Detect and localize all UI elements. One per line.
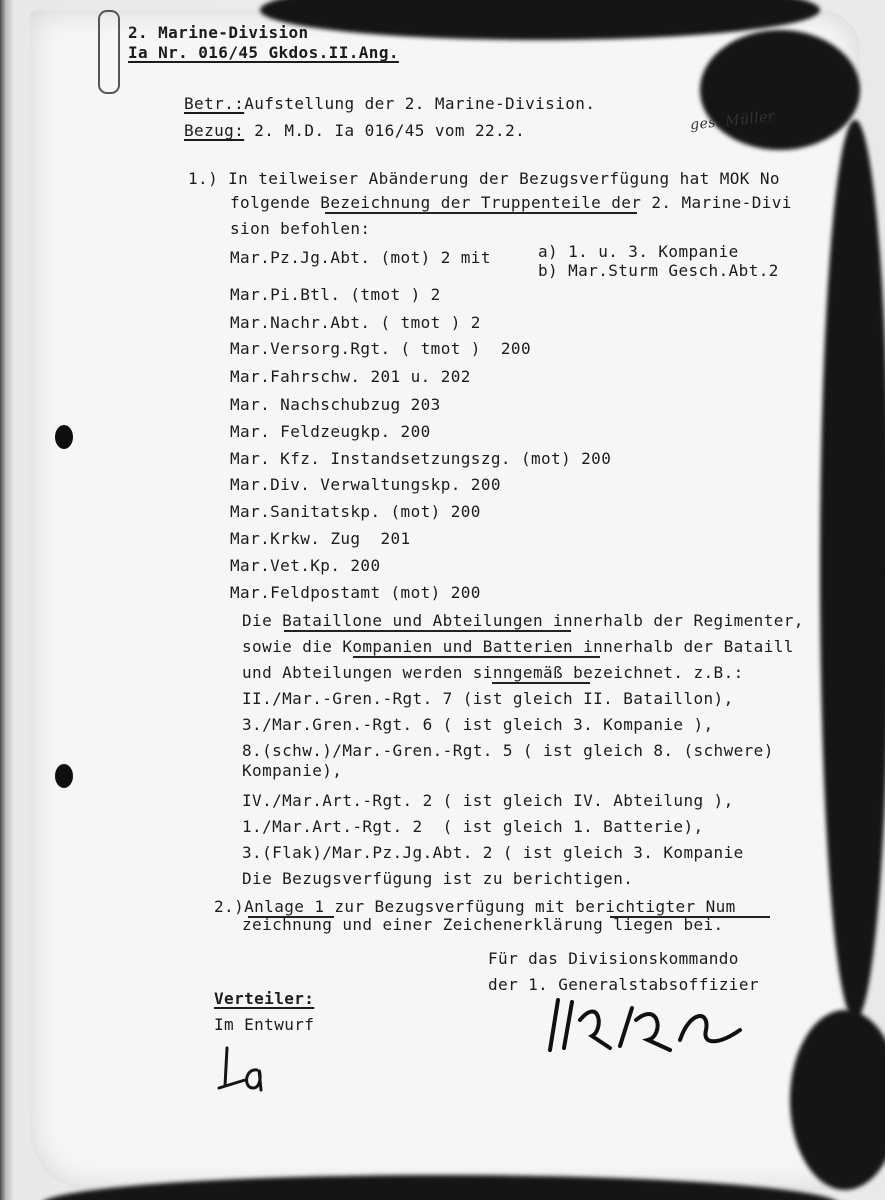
unit-item: Mar.Pz.Jg.Abt. (mot) 2 mit xyxy=(230,248,491,267)
para-line-2: sowie die Kompanien und Batterien innerhalb der Bataill xyxy=(242,637,794,656)
closing-line-1: Für das Divisionskommando xyxy=(488,949,739,968)
header-reference: Ia Nr. 016/45 Gkdos.II.Ang. xyxy=(128,43,399,62)
unit-item: Mar.Krkw. Zug 201 xyxy=(230,529,411,548)
unit-item: Mar.Feldpostamt (mot) 200 xyxy=(230,583,481,602)
unit-item: Mar.Vet.Kp. 200 xyxy=(230,556,381,575)
subunit-item: b) Mar.Sturm Gesch.Abt.2 xyxy=(538,261,779,280)
example-line: 1./Mar.Art.-Rgt. 2 ( ist gleich 1. Batterie), xyxy=(242,817,704,836)
subunit-item: a) 1. u. 3. Kompanie xyxy=(538,242,739,261)
section1-intro-1: 1.) In teilweiser Abänderung der Bezugsverfügung hat MOK No xyxy=(188,169,780,188)
bezug-label: Bezug: xyxy=(184,121,245,140)
unit-item: Mar.Fahrschw. 201 u. 202 xyxy=(230,367,471,386)
example-line: 3.(Flak)/Mar.Pz.Jg.Abt. 2 ( ist gleich 3. Kompanie xyxy=(242,843,744,862)
unit-item: Mar.Pi.Btl. (tmot ) 2 xyxy=(230,285,441,304)
section2-line-2: zeichnung und einer Zeichenerklärung liegen bei. xyxy=(242,915,724,934)
closing-line-2: der 1. Generalstabsoffizier xyxy=(488,975,759,994)
para-line-3: und Abteilungen werden sinngemäß bezeichnet. z.B.: xyxy=(242,663,744,682)
bezug-text: 2. M.D. Ia 016/45 vom 22.2. xyxy=(254,121,526,140)
unit-item: Mar.Sanitatskp. (mot) 200 xyxy=(230,502,481,521)
para-line-1: Die Bataillone und Abteilungen innerhalb der Regimenter, xyxy=(242,611,804,630)
paper-clip xyxy=(98,10,120,94)
section2-line-1: 2.)Anlage 1 zur Bezugsverfügung mit berichtigter Num xyxy=(214,897,736,916)
betreff-label: Betr.: xyxy=(184,94,245,113)
unit-item: Mar.Div. Verwaltungskp. 200 xyxy=(230,475,501,494)
unit-item: Mar. Feldzeugkp. 200 xyxy=(230,422,431,441)
underline-bataillone xyxy=(284,630,571,632)
bezug-line xyxy=(184,122,525,140)
underline-sinngemaess xyxy=(492,682,590,684)
betreff-line xyxy=(184,95,595,113)
underline-bezeichnung xyxy=(325,212,637,214)
example-line: II./Mar.-Gren.-Rgt. 7 (ist gleich II. Bataillon), xyxy=(242,689,734,708)
burn-edge-corner xyxy=(700,30,860,150)
unit-item: Mar.Versorg.Rgt. ( tmot ) 200 xyxy=(230,339,531,358)
margin-note: ges. Müller xyxy=(689,108,776,134)
punch-hole-bottom xyxy=(55,764,73,788)
example-line: IV./Mar.Art.-Rgt. 2 ( ist gleich IV. Abteilung ), xyxy=(242,791,734,810)
underline-kompanien xyxy=(353,656,600,658)
unit-item: Mar. Nachschubzug 203 xyxy=(230,395,441,414)
punch-hole-top xyxy=(55,425,73,449)
header-division: 2. Marine-Division xyxy=(128,23,309,42)
example-line: Die Bezugsverfügung ist zu berichtigen. xyxy=(242,869,634,888)
section1-intro-3: sion befohlen: xyxy=(230,219,371,238)
unit-item: Mar.Nachr.Abt. ( tmot ) 2 xyxy=(230,313,481,332)
unit-item: Mar. Kfz. Instandsetzungszg. (mot) 200 xyxy=(230,449,612,468)
burn-edge-right xyxy=(820,120,885,1020)
example-line: 3./Mar.Gren.-Rgt. 6 ( ist gleich 3. Kompanie ), xyxy=(242,715,714,734)
section1-intro-2: folgende Bezeichnung der Truppenteile der 2. Marine-Divi xyxy=(230,193,792,212)
example-line: Kompanie), xyxy=(242,761,343,780)
example-line: 8.(schw.)/Mar.-Gren.-Rgt. 5 ( ist gleich 8. (schwere) xyxy=(242,741,774,760)
betreff-text: Aufstellung der 2. Marine-Division. xyxy=(244,94,596,113)
verteiler-label: Verteiler: xyxy=(214,989,315,1008)
verteiler-text: Im Entwurf xyxy=(214,1015,315,1034)
